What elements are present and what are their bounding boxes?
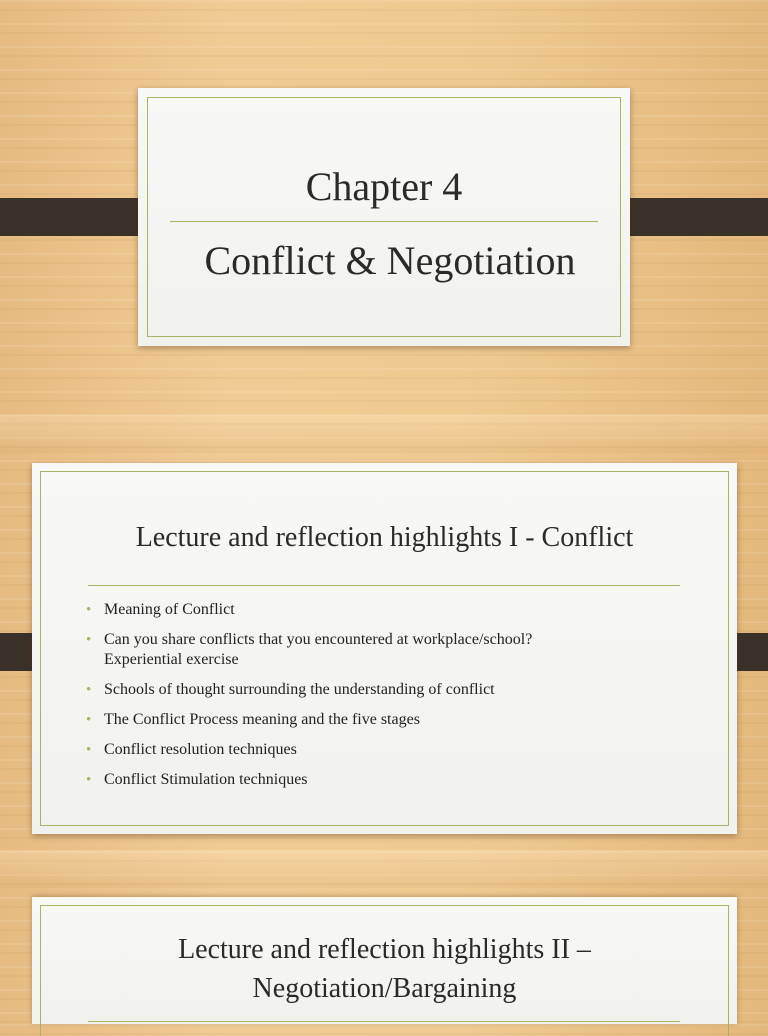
bullet-dot-icon: • bbox=[86, 632, 92, 648]
slide-1-left-bar bbox=[0, 198, 156, 236]
bullet-dot-icon: • bbox=[86, 682, 92, 698]
slide-gap bbox=[0, 415, 768, 453]
bullet-text: Meaning of Conflict bbox=[104, 601, 235, 618]
bullet-item bbox=[86, 710, 706, 730]
slide-gap bbox=[0, 850, 768, 888]
slide-2-card bbox=[32, 463, 737, 834]
bullet-item bbox=[86, 600, 706, 620]
slide-1-card-border bbox=[147, 97, 621, 337]
bullet-dot-icon: • bbox=[86, 772, 92, 788]
slide-3-title-line-1: Lecture and reflection highlights II – bbox=[178, 934, 591, 965]
bullet-text: Conflict resolution techniques bbox=[104, 741, 297, 758]
bullet-text: The Conflict Process meaning and the five stages bbox=[104, 711, 420, 728]
slide-1-subtitle: Conflict & Negotiation bbox=[204, 238, 576, 283]
slide-3-title-line-2: Negotiation/Bargaining bbox=[252, 973, 517, 1004]
slide-3-card-border bbox=[40, 905, 729, 1036]
slide-1-right-bar bbox=[612, 198, 768, 236]
bullet-dot-icon: • bbox=[86, 712, 92, 728]
slide-3-card bbox=[32, 897, 737, 1024]
slide-1-title: Chapter 4 bbox=[305, 164, 463, 209]
bullet-dot-icon: • bbox=[86, 602, 92, 618]
slide-1-card bbox=[138, 88, 630, 346]
bullet-item bbox=[86, 630, 706, 670]
bullet-item bbox=[86, 740, 706, 760]
slide-2-title: Lecture and reflection highlights I - Conflict bbox=[135, 522, 634, 553]
bullet-text-continued: Experiential exercise bbox=[104, 651, 239, 668]
bullet-item bbox=[86, 770, 706, 790]
bullet-text: Schools of thought surrounding the understanding of conflict bbox=[104, 681, 495, 698]
bullet-text: Can you share conflicts that you encountered at workplace/school? bbox=[104, 631, 533, 648]
bullet-dot-icon: • bbox=[86, 742, 92, 758]
slide-1-divider bbox=[170, 221, 598, 222]
bullet-item bbox=[86, 680, 706, 700]
slide-3-divider bbox=[88, 1021, 680, 1022]
bullet-text: Conflict Stimulation techniques bbox=[104, 771, 308, 788]
slide-2-divider bbox=[88, 585, 680, 586]
slide-2-bullet-list bbox=[86, 600, 706, 800]
